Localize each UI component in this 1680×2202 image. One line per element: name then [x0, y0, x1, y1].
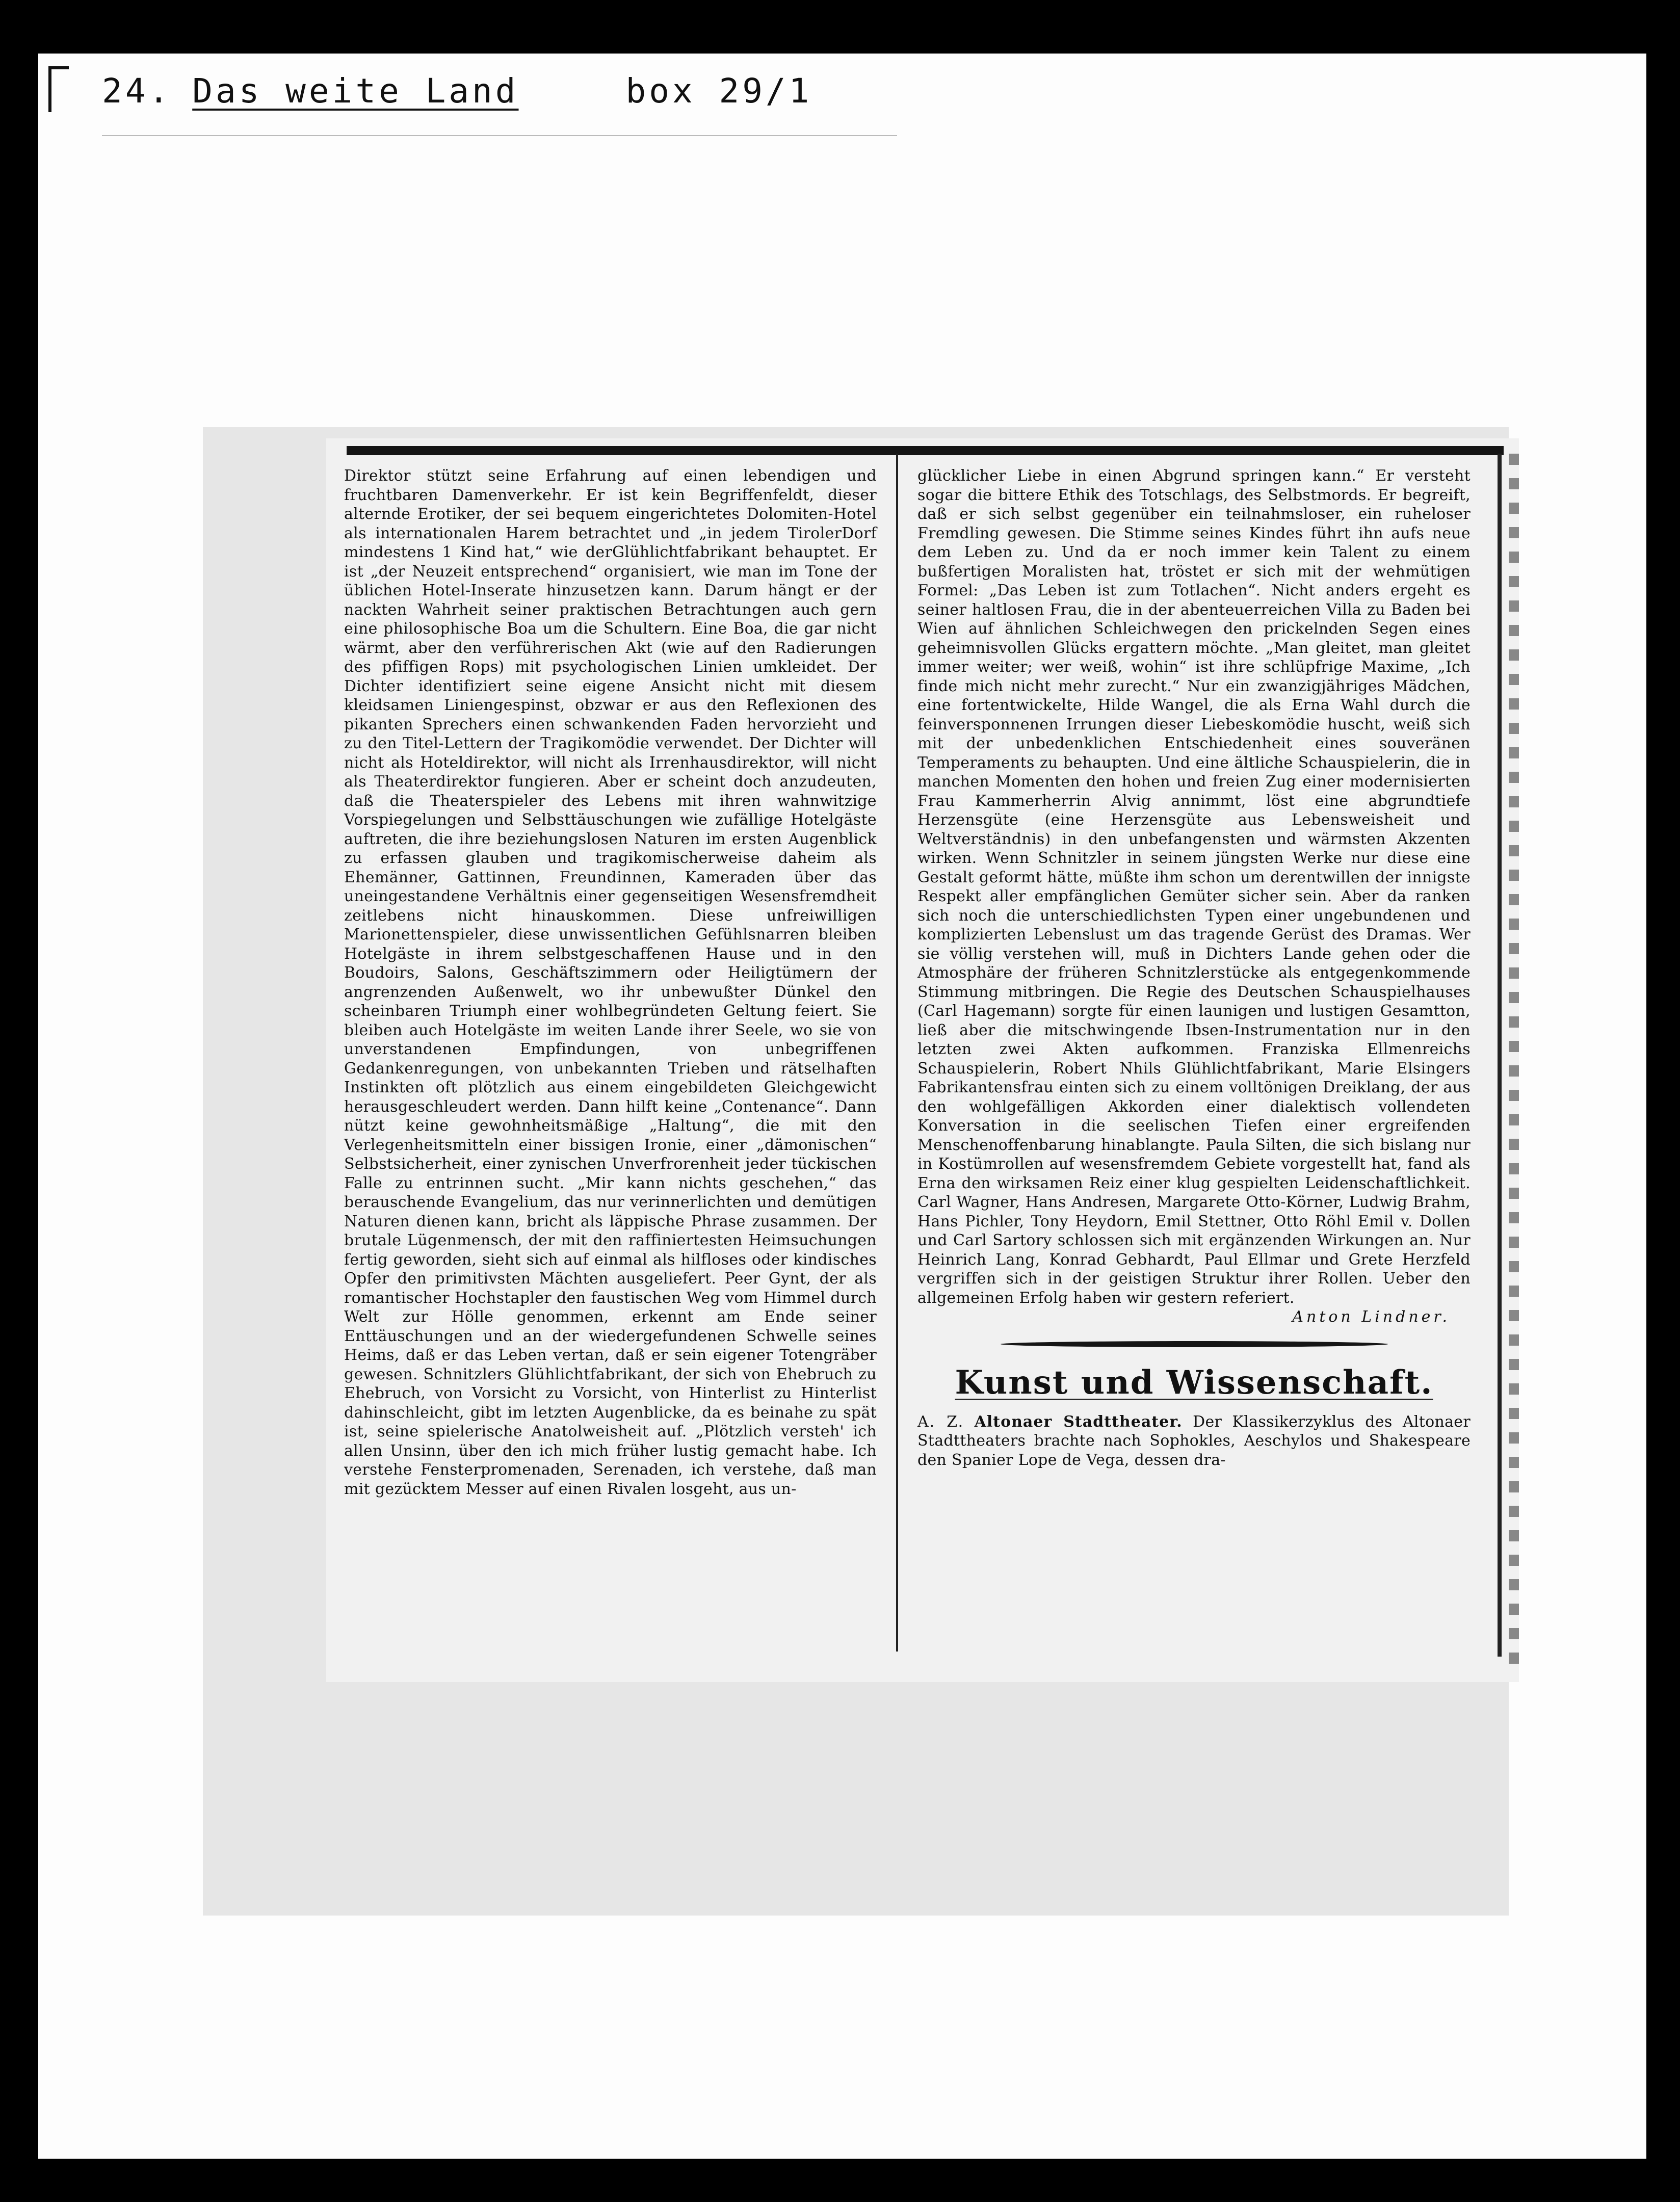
newspaper-clipping	[326, 438, 1519, 1682]
column-divider	[896, 454, 898, 1652]
article-signature: Anton Lindner.	[1292, 1308, 1450, 1326]
theater-notice	[917, 1412, 1471, 1470]
article-right-column	[917, 466, 1471, 1470]
corner-mark	[48, 66, 51, 112]
box-label: box 29/1	[625, 71, 812, 111]
card-number: 24.	[102, 71, 172, 111]
card-title: Das weite Land	[192, 71, 519, 111]
corner-mark-horizontal	[48, 66, 69, 69]
section-heading: Kunst und Wissenschaft.	[955, 1363, 1433, 1402]
clipping-right-rule	[1498, 454, 1502, 1657]
section-ornament	[1001, 1341, 1388, 1347]
header-rule	[102, 135, 897, 136]
notice-author: A. Z.	[917, 1412, 964, 1431]
clipping-top-rule	[347, 446, 1504, 455]
card-header	[102, 71, 812, 122]
notice-body: Der Klassikerzyklus des Altonaer Stadttheaters brachte nach Sophokles, Aeschylos und Shakespeare den Spanier Lope de Vega, dessen dra-	[917, 1412, 1471, 1469]
article-left-column: Direktor stützt seine Erfahrung auf einen lebendigen und fruchtbaren Damenverkehr. Er ist kein Begriffenfeldt, dieser alternde Erotiker, der sei bequem eingerichtetes Dolomiten-Hotel als internationalen Harem betrachtet und „in jedem TirolerDorf mindestens 1 Kind hat,“ wie derGlühlichtfabrikant behauptet. Er ist „der Neuzeit entsprechend“ organisiert, wie man im Tone der üblichen Hotel-Inserate hinzusetzen kann. Darum hängt er der nackten Wahrheit seiner praktischen Betrachtungen auch gern eine philosophische Boa um die Schultern. Eine Boa, die gar nicht wärmt, aber den verführerischen Akt (wie auf den Radierungen des pfiffigen Rops) mit psychologischen Linien umkleidet. Der Dichter identifiziert seine eigene Ansicht nicht mit diesem kleidsamen Liniengespinst, obzwar er aus den Reflexionen des pikanten Sprechers einen schwankenden Faden hervorzieht und zu den Titel-Lettern der Tragikomödie verwendet. Der Dichter will nicht als Hoteldirektor, will nicht als Irrenhausdirektor, will nicht als Theaterdirektor fungieren. Aber er scheint doch anzudeuten, daß die Theaterspieler des Lebens mit ihren wahnwitzige Vorspiegelungen und Selbsttäuschungen wie zufällige Hotelgäste auftreten, die ihre beziehungslosen Naturen im ersten Augenblick zu erfassen glauben und tragikomischerweise daheim als Ehemänner, Gattinnen, Freundinnen, Kameraden über das uneingestandene Verhältnis einer gegenseitigen Wesensfremdheit zeitlebens nicht hinauskommen. Diese unfreiwilligen Marionettenspieler, diese unwissentlichen Gefühlsnarren bleiben Hotelgäste in ihrem selbstgeschaffenen Hause und in den Boudoirs, Salons, Geschäftszimmern oder Heiligtümern der angrenzenden Außenwelt, wo ihr unbewußter Dünkel den scheinbaren Triumph einer wohlbegründeten Geltung feiert. Sie bleiben auch Hotelgäste im weiten Lande ihrer Seele, wo sie von unverstandenen Empfindungen, von unbegriffenen Gedankenregungen, von unbekannten Trieben und rätselhaften Instinkten oft plötzlich aus einem eingebildeten Gleichgewicht herausgeschleudert werden. Dann hilft keine „Contenance“. Dann nützt keine gewohnheitsmäßige „Haltung“, die mit den Verlegenheitsmitteln einer bissigen Ironie, einer „dämonischen“ Selbstsicherheit, einer zynischen Unverfrorenheit jeder tückischen Falle zu entrinnen sucht. „Mir kann nichts geschehen,“ das berauschende Evangelium, das nur verinnerlichten und demütigen Naturen dienen kann, bricht als läppische Phrase zusammen. Der brutale Lügenmensch, der mit den raffiniertesten Heimsuchungen fertig geworden, sieht sich auf einmal als hilfloses oder kindisches Opfer den primitivsten Mächten ausgeliefert. Peer Gynt, der als romantischer Hochstapler den faustischen Weg vom Himmel durch Welt zur Hölle genommen, erkennt am Ende seiner Enttäuschungen und an der wiedergefundenen Schwelle seines Heims, daß er das Leben vertan, daß er sein eigener Totengräber gewesen. Schnitzlers Glühlichtfabrikant, der sich von Ehebruch zu Ehebruch, von Vorsicht zu Vorsicht, von Hinterlist zu Hinterlist dahinschleicht, gibt im letzten Augenblicke, da es beinahe zu spät ist, seine spielerische Anatolweisheit auf. „Plötzlich versteh' ich allen Unsinn, über den ich mich früher lustig gemacht habe. Ich verstehe Fensterpromenaden, Serenaden, ich verstehe, daß man mit gezücktem Messer auf einen Rivalen losgeht, aus un-	[344, 467, 877, 1498]
article-right-text: glücklicher Liebe in einen Abgrund springen kann.“ Er versteht sogar die bittere Ethik des Totschlags, des Selbstmords. Er begreift, daß er sich selbst gegenüber ein teilnahmsloser, ein ruheloser Fremdling gewesen. Die Stimme seines Kindes führt ihn aufs neue dem Leben zu. Und da er noch immer kein Talent zu einem bußfertigen Moralisten hat, tröstet er sich mit der wehmütigen Formel: „Das Leben ist zum Totlachen“. Nicht anders ergeht es seiner haltlosen Frau, die in der abenteuerreichen Villa zu Baden bei Wien auf ähnlichen Schleichwegen den prickelnden Segen eines geheimnisvollen Glücks ergattern möchte. „Man gleitet, man gleitet immer weiter; wer weiß, wohin“ ist ihre schlüpfrige Maxime, „Ich finde mich nicht mehr zurecht.“ Nur ein zwanzigjähriges Mädchen, eine fortentwickelte, Hilde Wangel, die als Erna Wahl durch die feinversponnenen Irrungen dieser Liebeskomödie huscht, weiß sich mit der unbedenklichen Entschiedenheit eines souveränen Temperaments zu behaupten. Und eine ältliche Schauspielerin, die in manchen Momenten den hohen und freien Zug einer modernisierten Frau Kammerherrin Alvig annimmt, löst eine abgrundtiefe Herzensgüte (eine Herzensgüte aus Lebensweisheit und Weltverständnis) in den unbefangensten und wärmsten Akzenten wirken. Wenn Schnitzler in seinem jüngsten Werke nur diese eine Gestalt geformt hätte, müßte ihm schon um derentwillen der innigste Respekt aller empfänglichen Gemüter sicher sein. Aber da ranken sich noch die unterschiedlichsten Typen einer ungebundenen und komplizierten Lebenslust um das tragende Gerüst des Dramas. Wer sie völlig verstehen will, muß in Dichters Lande gehen oder die Atmosphäre der früheren Schnitzlerstücke als entgegenkommende Stimmung mitbringen. Die Regie des Deutschen Schauspielhauses (Carl Hagemann) sorgte für einen launigen und lustigen Gesamtton, ließ aber die mitschwingende Ibsen-Instrumentation nur in den letzten zwei Akten aufkommen. Franziska Ellmenreichs Schauspielerin, Robert Nhils Glühlichtfabrikant, Marie Elsingers Fabrikantensfrau einten sich zu einem volltönigen Dreiklang, der aus den wohlgefälligen Akkorden einer dialektisch vollendeten Konversation in die seelischen Tiefen einer ergreifenden Menschenoffenbarung hinablangte. Paula Silten, die sich bislang nur in Kostümrollen auf wesensfremdem Gebiete vorgestellt hat, fand als Erna den wirksamen Reiz einer klug gespielten Leidenschaftlichkeit. Carl Wagner, Hans Andresen, Margarete Otto-Körner, Ludwig Brahm, Hans Pichler, Tony Heydorn, Emil Stettner, Otto Röhl Emil v. Dollen und Carl Sartory schlossen sich mit ergänzenden Wirkungen an. Nur Heinrich Lang, Konrad Gebhardt, Paul Ellmar und Grete Herzfeld vergriffen sich in der geistigen Struktur ihrer Rollen. Ueber den allgemeinen Erfolg haben wir gestern referiert.	[917, 467, 1471, 1307]
notice-title: Altonaer Stadttheater.	[974, 1412, 1183, 1431]
adjacent-column-edge	[1509, 454, 1519, 1667]
